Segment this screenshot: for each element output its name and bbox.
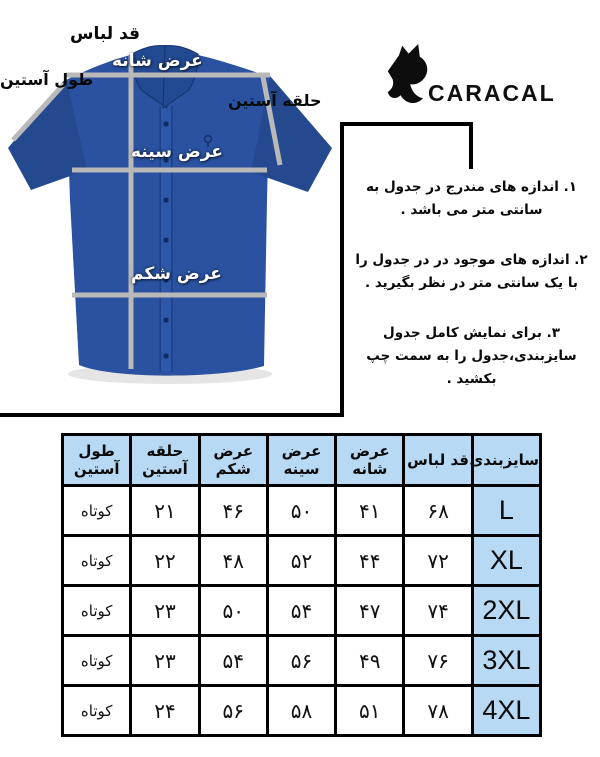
brand-header: [384, 44, 564, 108]
size-label: L: [472, 486, 540, 536]
label-sleeve-loop: حلقه آستین: [228, 91, 322, 110]
cell: ۷۴: [404, 586, 472, 636]
size-label: 4XL: [472, 686, 540, 736]
cell: ۷۸: [404, 686, 472, 736]
size-label: 3XL: [472, 636, 540, 686]
caracal-cat-icon: [384, 44, 430, 108]
label-chest-width: عرض سینه: [131, 142, 223, 162]
cell: ۴۷: [336, 586, 404, 636]
cell: ۵۰: [199, 586, 267, 636]
cell: ۴۴: [336, 536, 404, 586]
cell: ۵۴: [199, 636, 267, 686]
note-1: ۱. اندازه های مندرج در جدول به سانتی متر می باشد .: [365, 179, 577, 218]
table-row: [63, 686, 541, 736]
frame-border-left: [0, 122, 344, 417]
size-table-header-row: [63, 435, 541, 486]
cell: ۲۳: [131, 636, 199, 686]
header-sleeve-length: طول آستین: [63, 435, 131, 486]
label-sleeve-length: طول آستین: [0, 70, 94, 89]
header-belly-width: عرض شکم: [199, 435, 267, 486]
table-row: [63, 636, 541, 686]
notes-list: [348, 176, 595, 418]
cell: کوتاه: [63, 636, 131, 686]
cell: ۵۲: [267, 536, 335, 586]
cell: ۷۲: [404, 536, 472, 586]
cell: ۴۱: [336, 486, 404, 536]
cell: ۷۶: [404, 636, 472, 686]
header-sleeve-loop: حلقه آستین: [131, 435, 199, 486]
cell: کوتاه: [63, 536, 131, 586]
cell: کوتاه: [63, 486, 131, 536]
cell: ۵۸: [267, 686, 335, 736]
table-row: [63, 486, 541, 536]
cell: ۴۶: [199, 486, 267, 536]
note-3: ۳. برای نمایش کامل جدول سایزبندی،جدول را به سمت چپ بکشید .: [366, 324, 577, 387]
cell: ۶۸: [404, 486, 472, 536]
header-garment-length: قد لباس: [404, 435, 472, 486]
brand-name: CARACAL: [428, 80, 556, 106]
size-label: XL: [472, 536, 540, 586]
label-shoulder-width: عرض شانه: [112, 51, 203, 71]
table-row: [63, 586, 541, 636]
frame-border-top-stub: [344, 122, 473, 169]
cell: ۵۴: [267, 586, 335, 636]
size-table: [61, 433, 542, 737]
cell: ۵۱: [336, 686, 404, 736]
cell: ۲۱: [131, 486, 199, 536]
cell: کوتاه: [63, 686, 131, 736]
label-belly-width: عرض شکم: [131, 264, 222, 284]
size-table-scroll-area[interactable]: [61, 433, 542, 737]
header-chest-width: عرض سینه: [267, 435, 335, 486]
cell: ۲۳: [131, 586, 199, 636]
cell: ۵۶: [199, 686, 267, 736]
cell: ۵۶: [267, 636, 335, 686]
cell: ۲۲: [131, 536, 199, 586]
cell: کوتاه: [63, 586, 131, 636]
size-label: 2XL: [472, 586, 540, 636]
label-garment-length: قد لباس: [70, 24, 141, 44]
cell: ۴۹: [336, 636, 404, 686]
cell: ۲۴: [131, 686, 199, 736]
header-sizing: سایزبندی: [472, 435, 540, 486]
header-shoulder-width: عرض شانه: [336, 435, 404, 486]
cell: ۴۸: [199, 536, 267, 586]
cell: ۵۰: [267, 486, 335, 536]
table-row: [63, 536, 541, 586]
note-2: ۲. اندازه های موجود در در جدول را با یک سانتی متر در نظر بگیرید .: [355, 251, 588, 291]
